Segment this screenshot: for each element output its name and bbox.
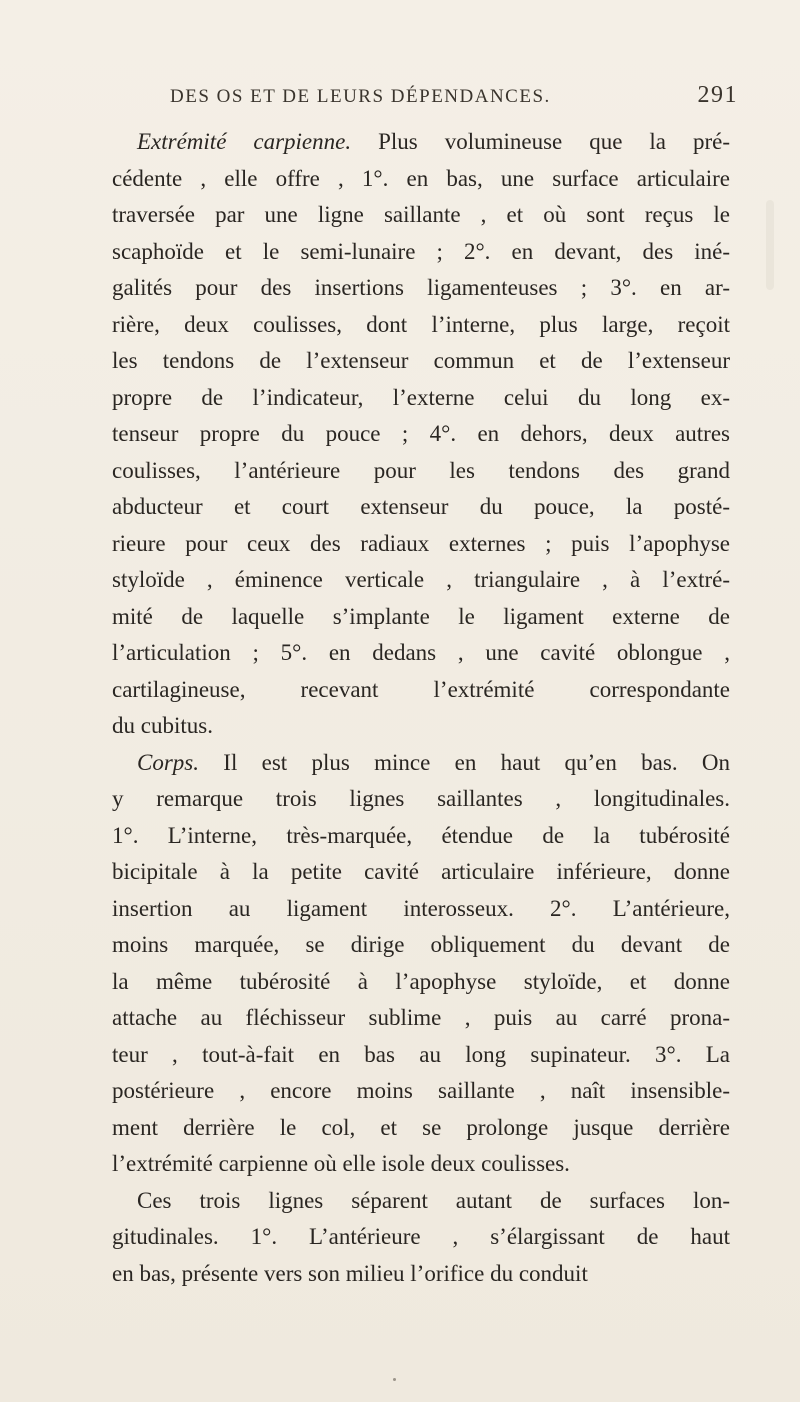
- text-line: [112, 124, 730, 161]
- text-line: [112, 1037, 730, 1074]
- line-text: traversée par une ligne saillante , et où sont reçus le: [112, 202, 730, 227]
- running-header: [118, 82, 738, 112]
- paper-stain: [766, 200, 774, 290]
- text-line: [112, 854, 730, 891]
- line-text: mité de laquelle s’implante le ligament externe de: [112, 603, 730, 629]
- line-text: galités pour des insertions ligamenteuses ; 3°. en ar-: [112, 275, 730, 300]
- text-line: [112, 781, 730, 818]
- text-line: [112, 708, 730, 745]
- text-line: [112, 635, 730, 672]
- text-line: [112, 489, 730, 526]
- text-line: [112, 927, 730, 964]
- body-text: [112, 124, 730, 1292]
- line-text: attache au fléchisseur sublime , puis au carré prona-: [112, 1005, 730, 1030]
- ink-speck: [393, 1378, 396, 1381]
- text-line: [112, 307, 730, 344]
- line-text: l’extrémité carpienne où elle isole deux coulisses.: [112, 1151, 570, 1176]
- text-line: [112, 1256, 730, 1293]
- line-text: abducteur et court extenseur du pouce, la posté-: [112, 494, 730, 519]
- line-text: propre de l’indicateur, l’externe celui du long ex-: [112, 384, 730, 410]
- text-line: [112, 672, 730, 709]
- line-text: insertion au ligament interosseux. 2°. L’antérieure,: [112, 895, 730, 921]
- text-line: [112, 562, 730, 599]
- text-line: [112, 270, 730, 307]
- text-line: [112, 599, 730, 636]
- line-text: l’articulation ; 5°. en dedans , une cavité oblongue ,: [112, 640, 730, 665]
- text-line: [112, 1183, 730, 1220]
- line-text: cédente , elle offre , 1°. en bas, une surface articulaire: [112, 165, 730, 191]
- line-text: rieure pour ceux des radiaux externes ; puis l’apophyse: [112, 530, 730, 556]
- line-text: styloïde , éminence verticale , triangulaire , à l’extré-: [112, 567, 730, 592]
- line-text: scaphoïde et le semi-lunaire ; 2°. en devant, des iné-: [112, 238, 730, 264]
- line-text: cartilagineuse, recevant l’extrémité correspondante: [112, 676, 730, 702]
- text-line: [112, 891, 730, 928]
- line-text: 1°. L’interne, très-marquée, étendue de la tubérosité: [112, 822, 730, 848]
- text-line: [112, 343, 730, 380]
- text-line: [112, 234, 730, 271]
- line-text: du cubitus.: [112, 713, 213, 738]
- line-text: coulisses, l’antérieure pour les tendons des grand: [112, 457, 730, 483]
- text-line: [112, 453, 730, 490]
- text-line: [112, 380, 730, 417]
- text-line: [112, 1219, 730, 1256]
- text-line: [112, 161, 730, 198]
- running-title: DES OS ET DE LEURS DÉPENDANCES.: [170, 86, 551, 107]
- text-line: [112, 1000, 730, 1037]
- line-text: Ces trois lignes séparent autant de surfaces lon-: [137, 1187, 730, 1213]
- line-text: y remarque trois lignes saillantes , longitudinales.: [112, 786, 730, 811]
- text-line: [112, 1073, 730, 1110]
- line-text: moins marquée, se dirige obliquement du devant de: [112, 932, 730, 957]
- page-number: 291: [697, 82, 738, 108]
- line-text: postérieure , encore moins saillante , naît insensible-: [112, 1078, 730, 1103]
- section-heading: Extrémité carpienne.: [137, 129, 352, 154]
- text-line: [112, 964, 730, 1001]
- line-text: les tendons de l’extenseur commun et de l’extenseur: [112, 348, 730, 373]
- text-line: [112, 526, 730, 563]
- line-text: Il est plus mince en haut qu’en bas. On: [199, 749, 730, 775]
- line-text: gitudinales. 1°. L’antérieure , s’élargissant de haut: [112, 1224, 730, 1249]
- text-line: [112, 1110, 730, 1147]
- section-heading: Corps.: [137, 749, 199, 775]
- line-text: rière, deux coulisses, dont l’interne, plus large, reçoit: [112, 311, 730, 337]
- line-text: tenseur propre du pouce ; 4°. en dehors, deux autres: [112, 421, 730, 446]
- text-line: [112, 818, 730, 855]
- line-text: en bas, présente vers son milieu l’orifice du conduit: [112, 1260, 588, 1286]
- text-line: [112, 745, 730, 782]
- text-line: [112, 197, 730, 234]
- text-line: [112, 416, 730, 453]
- line-text: la même tubérosité à l’apophyse styloïde, et donne: [112, 968, 730, 994]
- line-text: Plus volumineuse que la pré-: [351, 129, 730, 154]
- line-text: teur , tout-à-fait en bas au long supinateur. 3°. La: [112, 1041, 730, 1067]
- line-text: ment derrière le col, et se prolonge jusque derrière: [112, 1114, 730, 1140]
- text-line: [112, 1146, 730, 1183]
- line-text: bicipitale à la petite cavité articulaire inférieure, donne: [112, 859, 730, 884]
